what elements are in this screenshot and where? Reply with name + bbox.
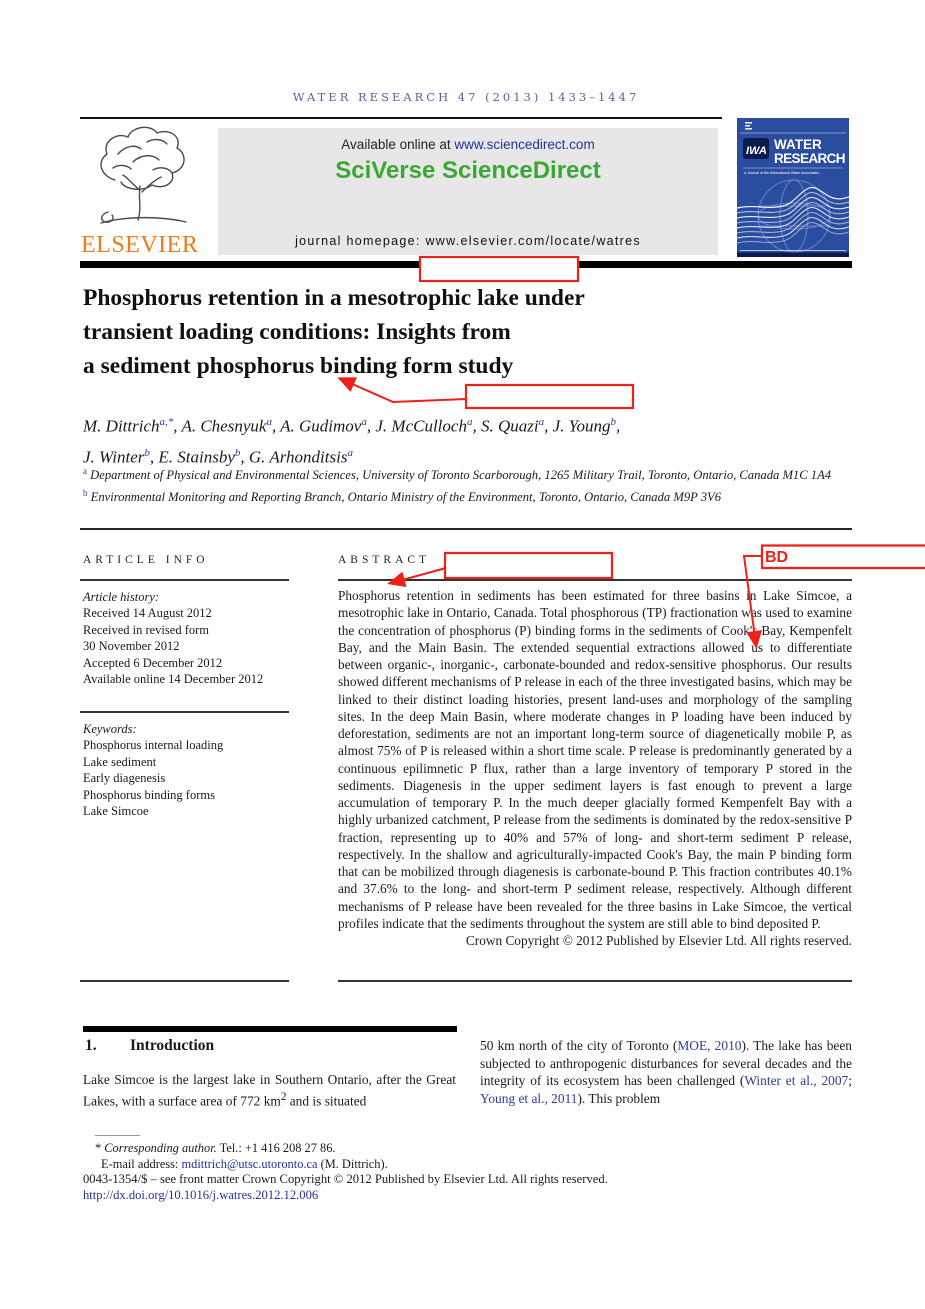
author: J. McCulloch — [375, 416, 467, 436]
available-online-label: Available online at — [341, 137, 455, 152]
article-title — [83, 281, 783, 383]
sciverse-logo[interactable]: SciVerse ScienceDirect — [335, 157, 601, 184]
article-info-heading: ARTICLE INFO — [83, 554, 209, 566]
section-title: Introduction — [130, 1037, 215, 1054]
issn-copyright-line: 0043-1354/$ – see front matter Crown Copyright © 2012 Published by Elsevier Ltd. All rights reserved. — [83, 1172, 608, 1186]
footnote-asterisk: * — [95, 1141, 105, 1155]
intro-paragraph-left: Lake Simcoe is the largest lake in Southern Ontario, after the Great Lakes, with a surface area of 772 $km^2$ and is situated — [83, 1072, 456, 1109]
keywords-label: Keywords: — [83, 722, 137, 736]
author-affil-sup: a — [266, 416, 272, 428]
abstract-body — [338, 587, 852, 949]
history-item: Received 14 August 2012 — [83, 606, 212, 621]
journal-header-line: WATER RESEARCH 47 (2013) 1433–1447 — [292, 90, 640, 104]
author: J. Young — [552, 416, 611, 436]
affiliations — [83, 463, 845, 507]
info-bottom-rule-left — [80, 980, 289, 982]
author: E. Stainsby — [158, 447, 235, 467]
title-line-2: transient loading conditions: Insights from — [83, 319, 511, 345]
title-line-3: a sediment phosphorus binding form study — [83, 353, 514, 379]
author-affil-sup: b — [234, 447, 241, 460]
annotation-box-bd — [762, 546, 925, 569]
author-affil-sup: a — [538, 416, 545, 428]
intro-paragraph-right: 50 km north of the city of Toronto (MOE, 2010). The lake has been subjected to anthropogenic disturbances for several decades and the integrity of its ecosystem has been challenged (Winter et al., 2007; Young et al., 2011). This problem — [480, 1038, 853, 1106]
cover-title-water: WATER — [774, 137, 822, 152]
author-affil-sup: b — [144, 447, 150, 460]
keywords-block — [83, 721, 291, 819]
abstract-rule — [338, 579, 852, 581]
header-rule — [80, 117, 722, 119]
article-info-rule — [80, 579, 289, 581]
keyword: Early diagenesis — [83, 771, 166, 786]
corresponding-author-note: * Corresponding author. Tel.: +1 416 208 27 86. — [95, 1141, 336, 1155]
info-section-top-rule — [80, 528, 852, 530]
author-affil-sup: b — [610, 416, 617, 428]
annotation-box-3 — [445, 553, 612, 578]
title-separator-bar — [80, 261, 852, 268]
cover-subtitle: A Journal of the International Water Association — [744, 171, 820, 175]
keyword: Lake Simcoe — [83, 804, 149, 819]
introduction-heading — [85, 1037, 214, 1055]
citation-link[interactable]: Winter et al., 2007 — [744, 1073, 849, 1089]
annotation-box-2 — [466, 385, 633, 408]
affiliation-a: $^a$ Department of Physical and Environmental Sciences, University of Toronto Scarborough, 1265 Military Trail, Toronto, Ontario, Canada M1C 1A4 — [83, 466, 832, 483]
info-bottom-rule-right — [338, 980, 852, 982]
footnote-rule — [95, 1135, 140, 1136]
homepage-link[interactable]: www.elsevier.com/locate/watres — [425, 234, 641, 248]
citation-link[interactable]: MOE, 2010 — [677, 1038, 742, 1053]
elsevier-tree-logo — [83, 124, 205, 230]
copyright-line: Crown Copyright © 2012 Published by Elsevier Ltd. All rights reserved. — [465, 933, 852, 948]
email-link[interactable]: mdittrich@utsc.utoronto.ca — [181, 1157, 318, 1171]
available-online-line — [218, 137, 718, 152]
title-line-1: Phosphorus retention in a mesotrophic lake under — [83, 285, 585, 311]
journal-cover — [737, 118, 849, 257]
annotation-bd-label: BD — [765, 549, 789, 566]
abstract-heading: ABSTRACT — [338, 554, 431, 566]
doi-link[interactable]: http://dx.doi.org/10.1016/j.watres.2012.12.006 — [83, 1188, 319, 1202]
history-item: Available online 14 December 2012 — [83, 672, 264, 687]
sciencedirect-link[interactable]: www.sciencedirect.com — [454, 137, 595, 152]
sciencedirect-banner — [218, 128, 718, 255]
section-heading-bar — [83, 1026, 457, 1032]
author: A. Gudimov — [280, 416, 362, 436]
author-affil-sup: a — [466, 416, 473, 428]
citation-link[interactable]: Young et al., 2011 — [480, 1090, 578, 1106]
author-affil-sup: a,* — [159, 416, 174, 428]
author: G. Arhonditsis — [248, 447, 348, 467]
author-line-1: M. Dittrich$^{a,*}$, A. Chesnyuk$^a$, A. Gudimov$^a$, J. McCulloch$^a$, S. Quazi$^a$, J. Young$^b$, — [83, 416, 621, 436]
keyword: Phosphorus internal loading — [83, 738, 224, 753]
affiliation-b: $^b$ Environmental Monitoring and Reporting Branch, Ontario Ministry of the Environment, Toronto, Ontario, Canada M9P 3V6 — [83, 487, 722, 504]
article-history — [83, 589, 291, 687]
history-item: 30 November 2012 — [83, 639, 180, 654]
author: A. Chesnyuk — [181, 416, 267, 436]
journal-homepage-line — [218, 234, 718, 248]
author: J. Winter — [83, 447, 145, 467]
keyword: Phosphorus binding forms — [83, 787, 215, 802]
history-label: Article history: — [83, 590, 160, 604]
homepage-label: journal homepage: — [295, 234, 426, 248]
author-line-2: J. Winter$^b$, E. Stainsby$^b$, G. Arhonditsis$^a$ — [83, 447, 353, 467]
email-note: E-mail address: mdittrich@utsc.utoronto.ca (M. Dittrich). — [101, 1157, 388, 1171]
history-item: Received in revised form — [83, 622, 209, 637]
author-list — [83, 409, 843, 471]
cover-title-research: RESEARCH — [774, 151, 845, 166]
elsevier-wordmark: ELSEVIER — [81, 232, 199, 258]
keyword: Lake sediment — [83, 754, 157, 769]
abstract-text: Phosphorus retention in sediments has been estimated for three basins in Lake Simcoe, a mesotrophic lake in Ontario, Canada. Total phosphorous (TP) fractionation was used to examine the concentration of phosphorus (P) binding forms in the sediments of Cook's Bay, Kempenfelt Bay, and the Main Basin. The extended sequential extractions allowed us to differentiate between organic-, inorganic-, carbonate-bounded and redox-sensitive phosphorus. Our results showed different mechanisms of P release in each of the three investigated basins, which may be linked to their distinct loading histories, present land-uses and morphology of the sampling sites. In the deep Main Basin, where moderate changes in P loading have been induced by deforestation, sediments are not an important long-term source of diagenetically mobile P, as almost 75% of P is released within a short time scale. P release is predominantly generated by a continuous epilimnetic P flux, rather than a large inventory of temporary P stored in the sediments. Diagenesis in the upper sediment layers is fast enough to prevent a large accumulation of temporary P. In the much deeper glacially formed Kempenfelt Bay with a highly urbanized catchment, P release from the sediments is dominated by the redox-sensitive P fraction, representing up to 40% and 57% of long- and short-term sediment P release, respectively. In the shallow and agriculturally-impacted Cook's Bay, the main P binding form that can be mobilized through diagenesis is carbonate-bound P. This fraction contributes 40.1% and 37.6% to the long- and short-term P sediment release, respectively. Although different mechanisms of P release have been revealed for the three basins in Lake Simcoe, the vertical profiles indicate that the sediments throughout the system are still able to bind deposited P. — [338, 588, 852, 931]
section-number: 1. — [85, 1037, 97, 1054]
author-affil-sup: a — [361, 416, 367, 428]
iwa-logo-text: IWA — [746, 145, 767, 157]
author: S. Quazi — [480, 416, 539, 436]
author: M. Dittrich — [83, 416, 160, 436]
history-item: Accepted 6 December 2012 — [83, 655, 223, 670]
keywords-top-rule — [80, 711, 289, 713]
author-affil-sup: a — [347, 447, 353, 460]
